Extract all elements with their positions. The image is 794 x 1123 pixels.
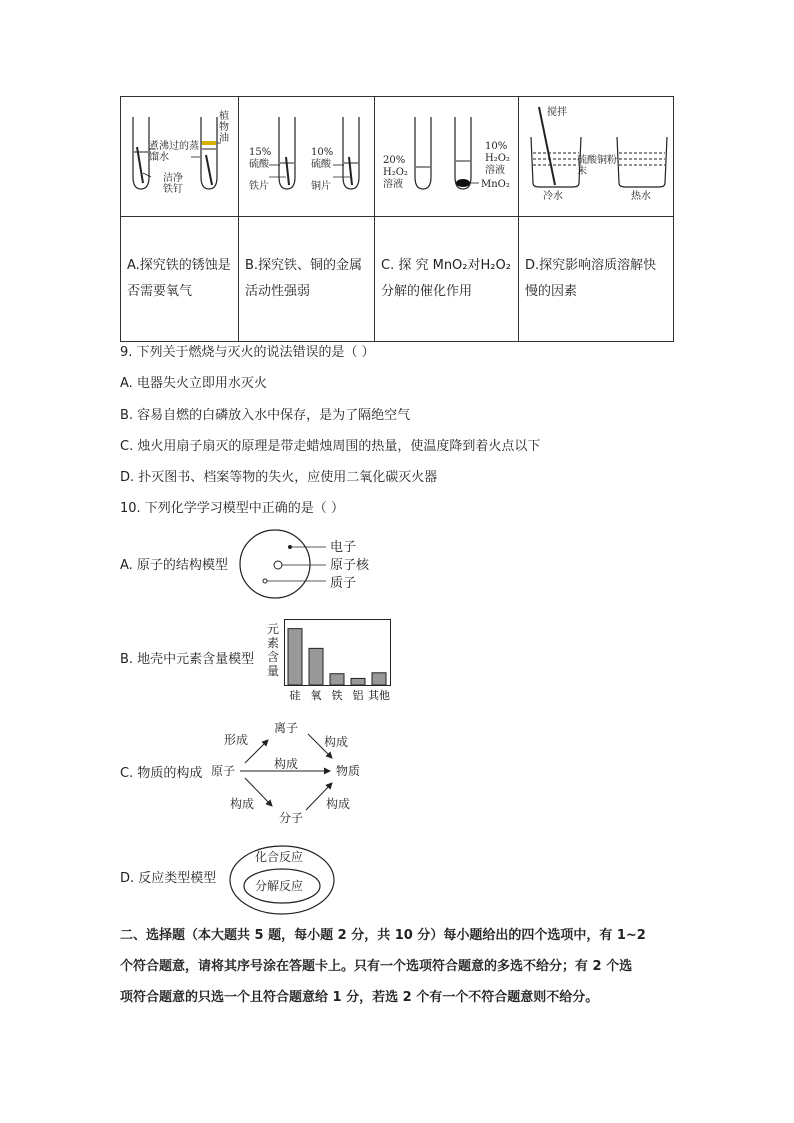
bar-1 [288, 629, 302, 685]
bar-2 [309, 648, 323, 685]
mno2-powder [456, 179, 470, 187]
category-label-4: 铝 [352, 689, 364, 701]
q9-option-a: A. 电器失火立即用水灭火 [120, 376, 267, 391]
category-label-2: 氧 [310, 689, 322, 701]
caption-a: A.探究铁的锈蚀是否需要氧气 [121, 217, 239, 342]
edge-form: 形成 [224, 733, 249, 747]
edge-compose-ion: 构成 [324, 735, 349, 749]
label-right-pct: 10% [485, 141, 508, 152]
chart-ylabel [267, 622, 281, 678]
edge-compose-molecule-in: 构成 [230, 797, 255, 811]
q9-option-d: D. 扑灭图书、档案等物的失火，应使用二氧化碳灭火器 [120, 470, 438, 485]
label-acid1: 硫酸 [249, 159, 269, 170]
label-nucleus: 原子核 [330, 558, 370, 573]
label-electron: 电子 [330, 540, 357, 555]
q9-option-c: C. 烛火用扇子扇灭的原理是带走蜡烛周围的热量，使温度降到着火点以下 [120, 439, 541, 454]
label-acid2-pct: 10% [311, 147, 334, 158]
figure-b-cell [239, 97, 375, 217]
category-label-1: 硅 [289, 689, 301, 701]
section2-line-3: 项符合题意的只选一个且符合题意给 1 分，若选 2 个有一个不符合题意则不给分。 [120, 990, 599, 1005]
edge-compose-molecule-out: 构成 [326, 797, 351, 811]
section2-line-2: 个符合题意，请将其序号涂在答题卡上。只有一个选项符合题意的多选不给分；有 2 个选 [120, 959, 633, 974]
label-copper-sulfate: 硫酸铜粉末 [577, 155, 617, 177]
label-copper-sheet: 铜片 [311, 181, 331, 192]
ylabel-char-2: 素 [267, 636, 280, 650]
node-matter: 物质 [336, 764, 361, 778]
category-label-3: 铁 [331, 689, 343, 701]
label-left-pct: 20% [383, 155, 406, 166]
label-left-h2o2: H₂O₂ [383, 167, 408, 178]
figure-d-cell [519, 97, 674, 217]
q10-option-c: C. 物质的构成 [120, 766, 203, 781]
bar-5 [372, 673, 386, 685]
experiment-table [120, 96, 674, 342]
node-ion: 离子 [274, 721, 299, 735]
label-nail: 洁净铁钉 [163, 173, 183, 195]
q10-option-a: A. 原子的结构模型 [120, 558, 228, 573]
label-left-solution: 溶液 [383, 179, 403, 190]
label-proton: 质子 [330, 576, 357, 591]
label-stir: 搅拌 [547, 107, 567, 118]
label-right-h2o2: H₂O₂ [485, 153, 510, 164]
edge-compose-atom: 构成 [274, 757, 299, 771]
q9-stem: 9. 下列关于燃烧与灭火的说法错误的是（ ） [120, 345, 375, 360]
label-right-solution: 溶液 [485, 165, 505, 176]
q9-option-b: B. 容易自燃的白磷放入水中保存，是为了隔绝空气 [120, 408, 411, 423]
node-molecule: 分子 [279, 811, 304, 825]
label-acid2: 硫酸 [311, 159, 331, 170]
caption-b: B.探究铁、铜的金属活动性强弱 [239, 217, 375, 342]
caption-c: C. 探 究 MnO₂对H₂O₂分解的催化作用 [375, 217, 519, 342]
ylabel-char-3: 含 [267, 650, 280, 664]
q10-stem: 10. 下列化学学习模型中正确的是（ ） [120, 501, 344, 516]
figure-c-cell [375, 97, 519, 217]
category-label-5: 其他 [368, 689, 390, 701]
caption-d: D.探究影响溶质溶解快慢的因素 [519, 217, 674, 342]
label-boiled-water: 煮沸过的蒸馏水 [149, 141, 199, 163]
figure-a-cell [121, 97, 239, 217]
section2-line-1: 二、选择题（本大题共 5 题，每小题 2 分，共 10 分）每小题给出的四个选项中，有 1~2 [120, 928, 646, 943]
node-atom: 原子 [211, 764, 236, 778]
label-iron-sheet: 铁片 [249, 181, 269, 192]
label-hot-water: 热水 [631, 191, 651, 202]
label-decomposition-reaction: 分解反应 [255, 879, 304, 893]
bar-3 [330, 674, 344, 685]
q10-option-b: B. 地壳中元素含量模型 [120, 652, 255, 667]
bar-4 [351, 678, 365, 685]
label-oil: 植物油 [219, 111, 229, 144]
label-cold-water: 冷水 [543, 191, 563, 202]
q10-option-d: D. 反应类型模型 [120, 871, 217, 886]
label-mno2: MnO₂ [481, 179, 510, 190]
ylabel-char-1: 元 [267, 622, 280, 636]
label-acid1-pct: 15% [249, 147, 272, 158]
label-combination-reaction: 化合反应 [255, 850, 304, 864]
crust-element-chart [284, 619, 394, 701]
ylabel-char-4: 量 [267, 664, 280, 678]
